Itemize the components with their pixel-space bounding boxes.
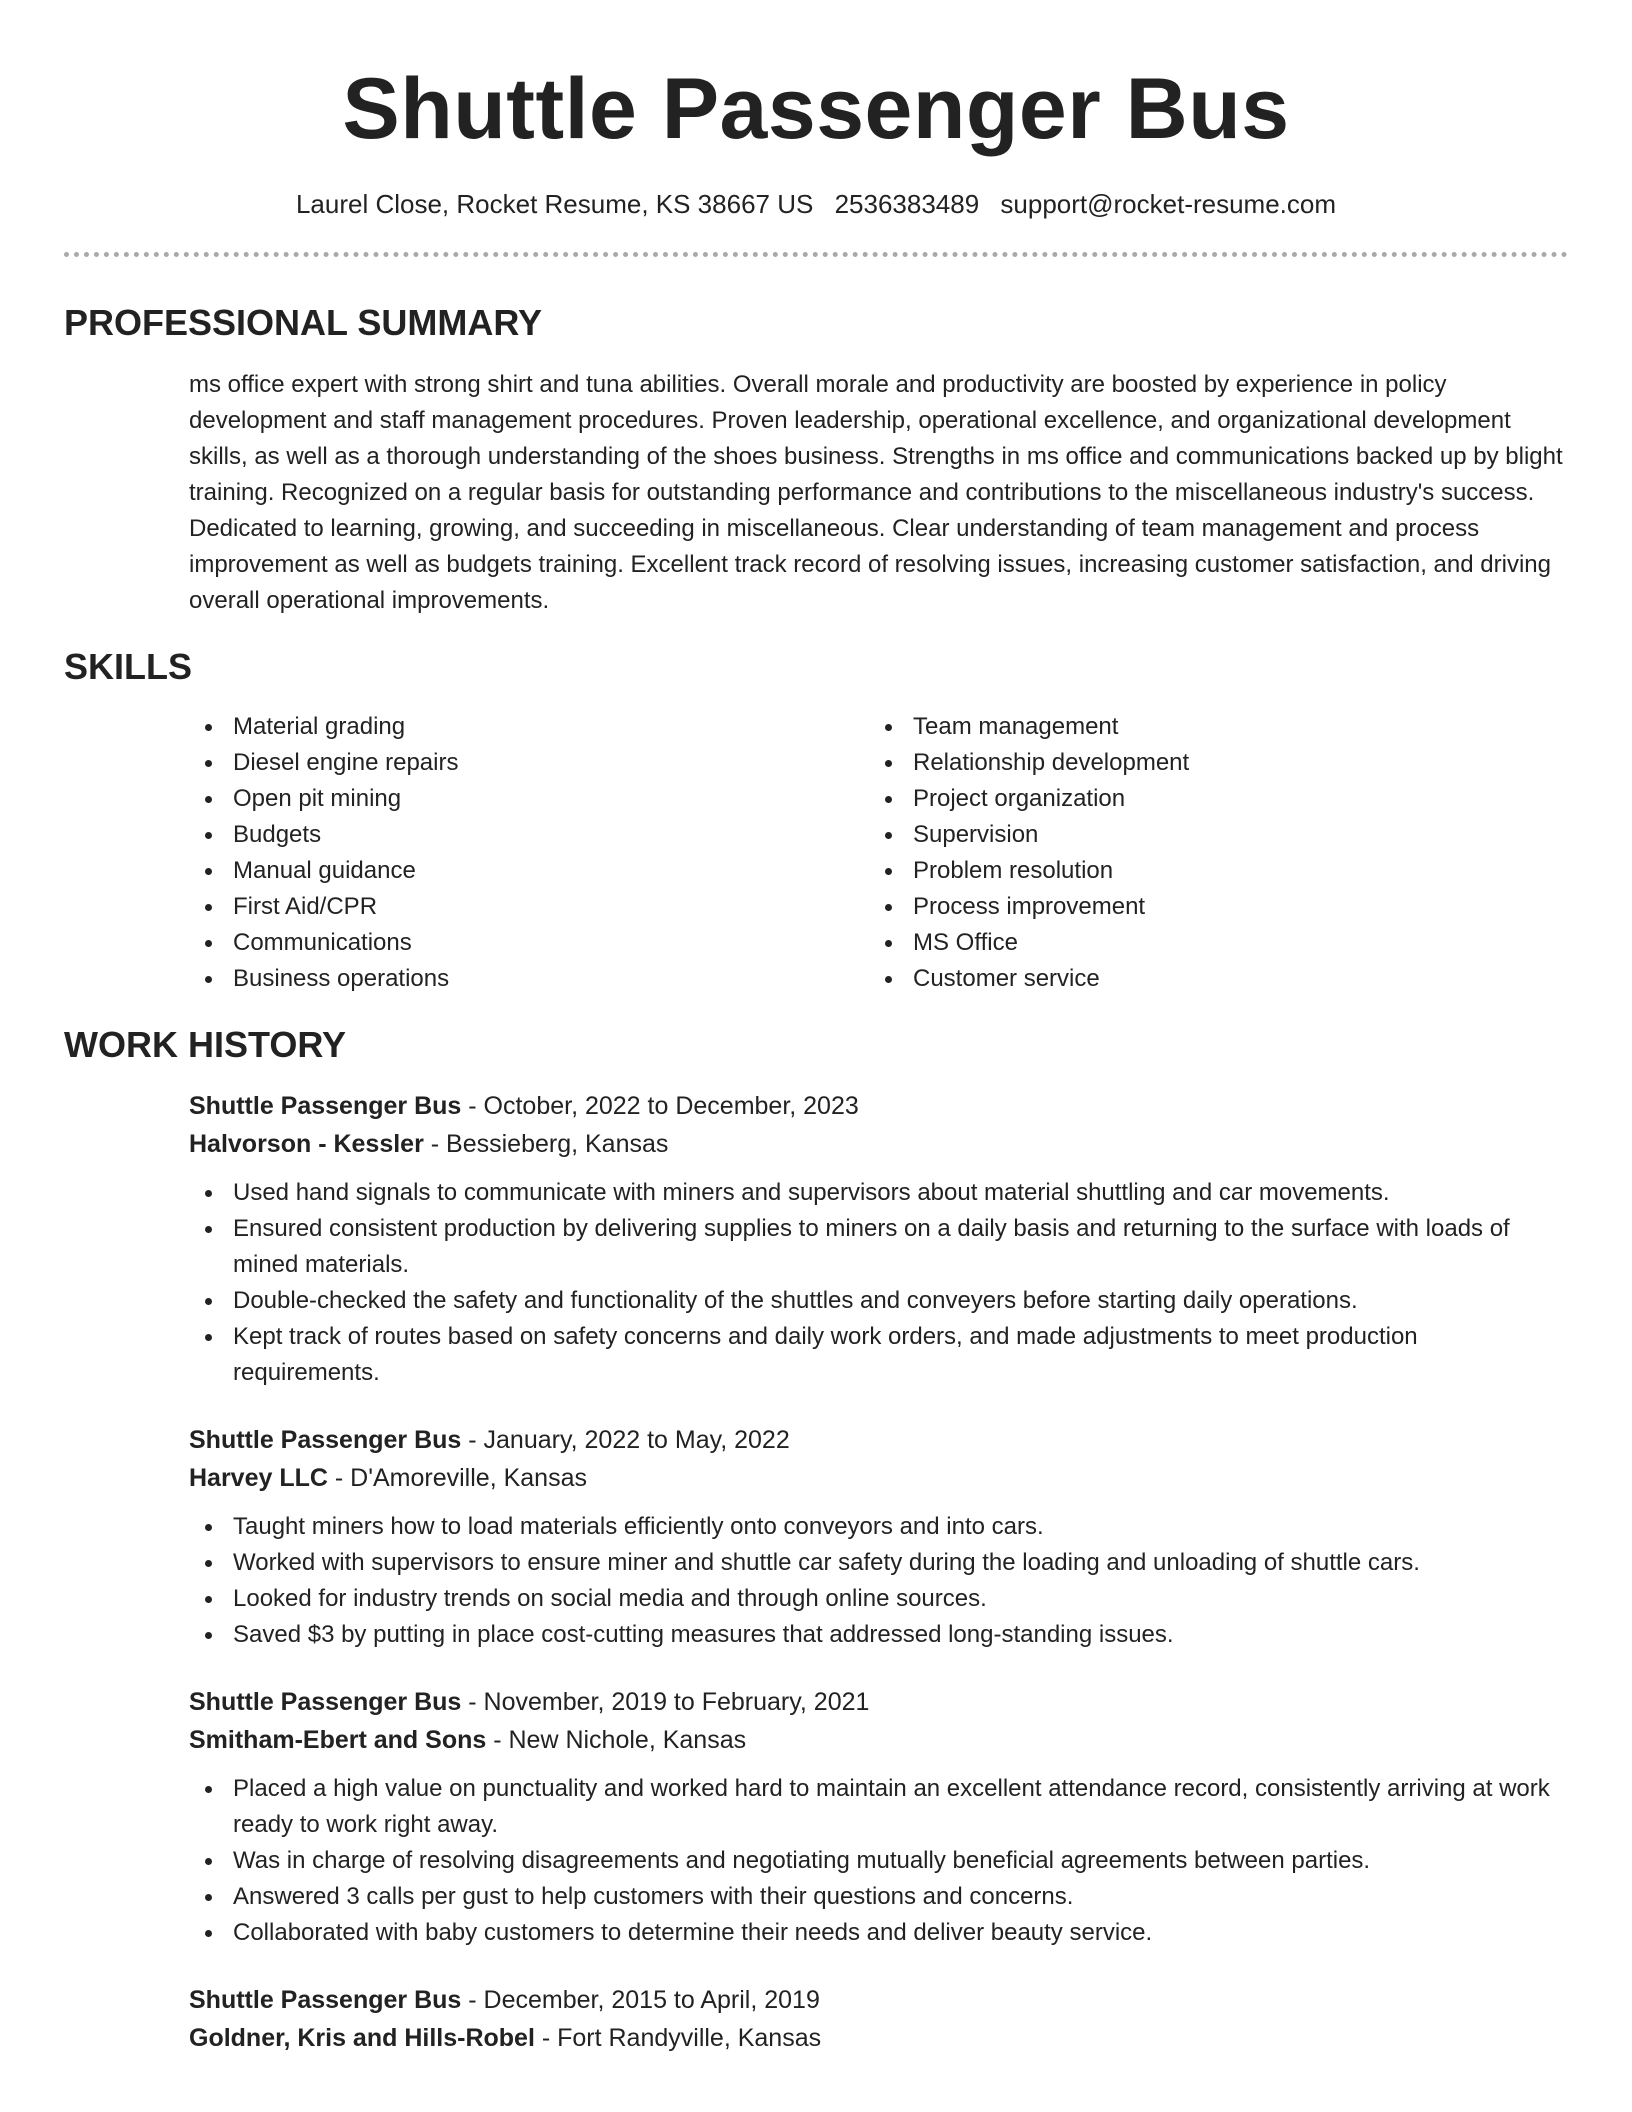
job-bullets [189, 1509, 1568, 1653]
job-location: - Bessieberg, Kansas [423, 1130, 669, 1158]
job-title-line [189, 1981, 1568, 2019]
skill-item: Business operations [189, 961, 869, 997]
skills-column-left [189, 709, 869, 997]
job-company: Harvey LLC [189, 1464, 328, 1492]
skill-item: Diesel engine repairs [189, 745, 869, 781]
job-bullet: Ensured consistent production by delivering supplies to miners on a daily basis and returning to the surface with loads of mined materials. [189, 1211, 1568, 1283]
skill-item: Team management [869, 709, 1549, 745]
job-bullet: Saved $3 by putting in place cost-cutting measures that addressed long-standing issues. [189, 1617, 1568, 1653]
contact-email: support@rocket-resume.com [1000, 189, 1337, 219]
work-history-heading: WORK HISTORY [64, 1024, 347, 1065]
skill-item: MS Office [869, 925, 1549, 961]
job-title: Shuttle Passenger Bus [189, 1688, 462, 1716]
job-bullets [189, 1771, 1568, 1951]
job-bullet: Double-checked the safety and functionality of the shuttles and conveyers before starting daily operations. [189, 1283, 1568, 1319]
candidate-name: Shuttle Passenger Bus [342, 61, 1290, 157]
job-entry [189, 1421, 1568, 1653]
job-company: Goldner, Kris and Hills-Robel [189, 2024, 535, 2052]
job-company-line [189, 2019, 1568, 2057]
contact-address: Laurel Close, Rocket Resume, KS 38667 US [295, 189, 814, 219]
contact-phone: 2536383489 [834, 189, 980, 219]
contact-line [0, 186, 1632, 222]
job-bullet: Placed a high value on punctuality and worked hard to maintain an excellent attendance record, consistently arriving at work ready to work right away. [189, 1771, 1568, 1843]
job-company-line [189, 1459, 1568, 1497]
job-dates: - October, 2022 to December, 2023 [461, 1092, 859, 1120]
job-dates: - November, 2019 to February, 2021 [461, 1688, 870, 1716]
skill-item: Supervision [869, 817, 1549, 853]
job-location: - New Nichole, Kansas [486, 1726, 747, 1754]
job-company: Halvorson - Kessler [189, 1130, 424, 1158]
job-bullet: Used hand signals to communicate with miners and supervisors about material shuttling and car movements. [189, 1175, 1568, 1211]
skill-item: Open pit mining [189, 781, 869, 817]
job-title-line [189, 1421, 1568, 1459]
job-bullet: Kept track of routes based on safety concerns and daily work orders, and made adjustments to meet production requirements. [189, 1319, 1568, 1391]
skill-item: Material grading [189, 709, 869, 745]
job-title-line [189, 1683, 1568, 1721]
job-title-line [189, 1087, 1568, 1125]
skills-column-right [869, 709, 1549, 997]
skill-item: Problem resolution [869, 853, 1549, 889]
skills-heading: SKILLS [64, 646, 193, 687]
job-bullet: Looked for industry trends on social media and through online sources. [189, 1581, 1568, 1617]
skill-item: First Aid/CPR [189, 889, 869, 925]
skill-item: Process improvement [869, 889, 1549, 925]
job-title: Shuttle Passenger Bus [189, 1426, 462, 1454]
skill-item: Communications [189, 925, 869, 961]
job-title: Shuttle Passenger Bus [189, 1986, 462, 2014]
job-company: Smitham-Ebert and Sons [189, 1726, 487, 1754]
skill-item: Budgets [189, 817, 869, 853]
job-bullet: Answered 3 calls per gust to help customers with their questions and concerns. [189, 1879, 1568, 1915]
job-dates: - January, 2022 to May, 2022 [461, 1426, 790, 1454]
job-bullets [189, 1175, 1568, 1391]
skill-item: Manual guidance [189, 853, 869, 889]
skill-item: Relationship development [869, 745, 1549, 781]
skill-item: Customer service [869, 961, 1549, 997]
job-bullet: Was in charge of resolving disagreements and negotiating mutually beneficial agreements between parties. [189, 1843, 1568, 1879]
job-title: Shuttle Passenger Bus [189, 1092, 462, 1120]
job-location: - Fort Randyville, Kansas [534, 2024, 822, 2052]
job-entry [189, 1981, 1568, 2057]
header-divider [64, 252, 1568, 257]
summary-heading: PROFESSIONAL SUMMARY [64, 302, 543, 343]
job-bullet: Taught miners how to load materials efficiently onto conveyors and into cars. [189, 1509, 1568, 1545]
job-entry [189, 1087, 1568, 1391]
job-company-line [189, 1125, 1568, 1163]
job-company-line [189, 1721, 1568, 1759]
summary-text: ms office expert with strong shirt and tuna abilities. Overall morale and productivity are boosted by experience in policy development and staff management procedures. Proven leadership, operational excellence, and organizational development skills, as well as a thorough understanding of the shoes business. Strengths in ms office and communications backed up by blight training. Recognized on a regular basis for outstanding performance and contributions to the miscellaneous industry's success. Dedicated to learning, growing, and succeeding in miscellaneous. Clear understanding of team management and process improvement as well as budgets training. Excellent track record of resolving issues, increasing customer satisfaction, and driving overall operational improvements. [189, 371, 1563, 614]
job-bullet: Worked with supervisors to ensure miner and shuttle car safety during the loading and unloading of shuttle cars. [189, 1545, 1568, 1581]
job-location: - D'Amoreville, Kansas [327, 1464, 587, 1492]
job-dates: - December, 2015 to April, 2019 [461, 1986, 820, 2014]
skills-list [189, 709, 1568, 997]
job-entry [189, 1683, 1568, 1951]
skill-item: Project organization [869, 781, 1549, 817]
job-bullet: Collaborated with baby customers to determine their needs and deliver beauty service. [189, 1915, 1568, 1951]
